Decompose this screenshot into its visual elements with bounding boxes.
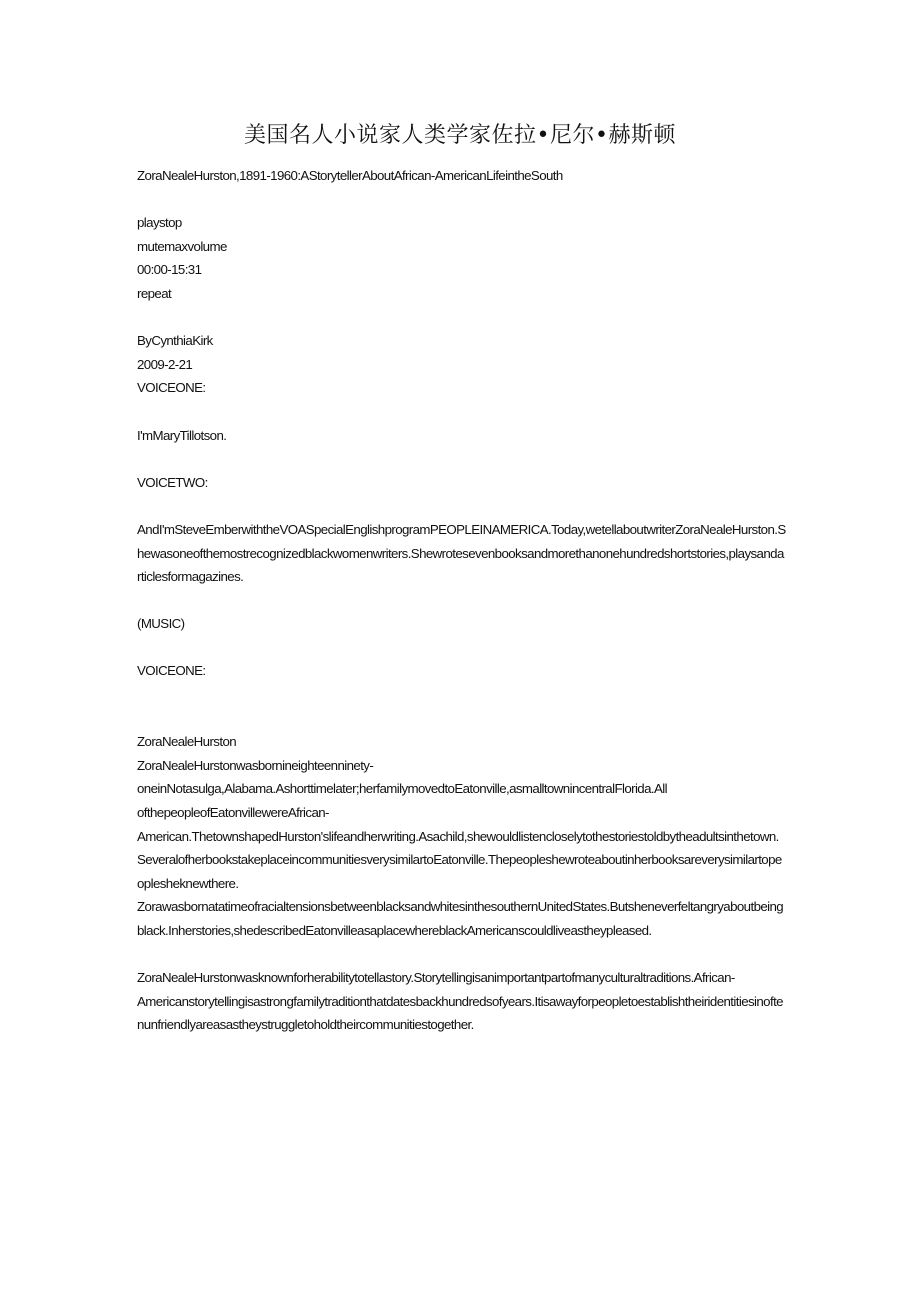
spacer [137,447,787,471]
speaker-label: VOICEONE: [137,663,206,679]
spacer [137,400,787,424]
body-line: oneinNotasulga,Alabama.Ashorttimelater;herfamilymovedtoEatonville,asmalltownincentralFlorida.All [137,781,667,797]
body-line: ZoraNealeHurstonwasbornineighteenninety- [137,757,374,773]
body-paragraph: ZoraNealeHurstonwasknownforherabilitytotellastory.Storytellingisanimportantpartofmanyculturaltraditions.African- [137,970,735,986]
page-title: 美国名人小说家人类学家佐拉•尼尔•赫斯顿 [244,123,676,148]
spacer [137,306,787,330]
speaker-label: VOICEONE: [137,380,206,396]
speaker-label: VOICETWO: [137,474,208,490]
spacer [137,943,787,967]
spacer [137,494,787,518]
player-play-stop-label[interactable]: playstop [137,215,182,231]
publish-date: 2009-2-21 [137,356,193,372]
player-time-readout: 00:00-15:31 [137,262,202,278]
image-caption: ZoraNealeHurston [137,734,237,750]
article-body [137,164,787,1037]
body-paragraph: American.ThetownshapedHurston'slifeandherwriting.Asachild,shewouldlistencloselytothestoriestoldbytheadultsinthetown.SeveralofherbookstakeplaceincommunitiesverysimilartoEatonville.Thepeopleshewroteaboutinherbooksareverysimilartopeoplesheknewthere. [137,828,782,891]
image-placeholder [137,683,787,730]
body-paragraph: ZorawasbornatatimeofracialtensionsbetweenblacksandwhitesinthesouthernUnitedStates.Butsheneverfeltangryaboutbeingblack.Inherstories,shedescribedEatonvilleasaplacewhereblackAmericanscouldliveastheypleased. [137,899,784,938]
body-line: ofthepeopleofEatonvillewereAfrican- [137,805,329,821]
byline: ByCynthiaKirk [137,333,213,349]
body-paragraph: Americanstorytellingisastrongfamilytraditionthatdatesbackhundredsofyears.Itisawayforpeopletoestablishtheiridentitiesinoftenunfriendlyareasastheystruggletoholdtheircommunitiestogether. [137,993,783,1033]
dialogue-paragraph: AndI'mSteveEmberwiththeVOASpecialEnglishprogramPEOPLEINAMERICA.Today,wetellaboutwriterZoraNealeHurston.Shewasoneofthemostrecognizedblackwomenwriters.Shewrotesevenbooksandmorethanonehundredshortstories,playsandarticlesformagazines. [137,521,786,585]
dialogue-line: I'mMaryTillotson. [137,427,227,443]
music-cue: (MUSIC) [137,616,185,632]
player-repeat-label[interactable]: repeat [137,285,172,301]
spacer [137,188,787,212]
spacer [137,589,787,613]
player-mute-volume-label[interactable]: mutemaxvolume [137,238,227,254]
article-subtitle: ZoraNealeHurston,1891-1960:AStorytellerAboutAfrican-AmericanLifeintheSouth [137,168,563,183]
spacer [137,636,787,660]
